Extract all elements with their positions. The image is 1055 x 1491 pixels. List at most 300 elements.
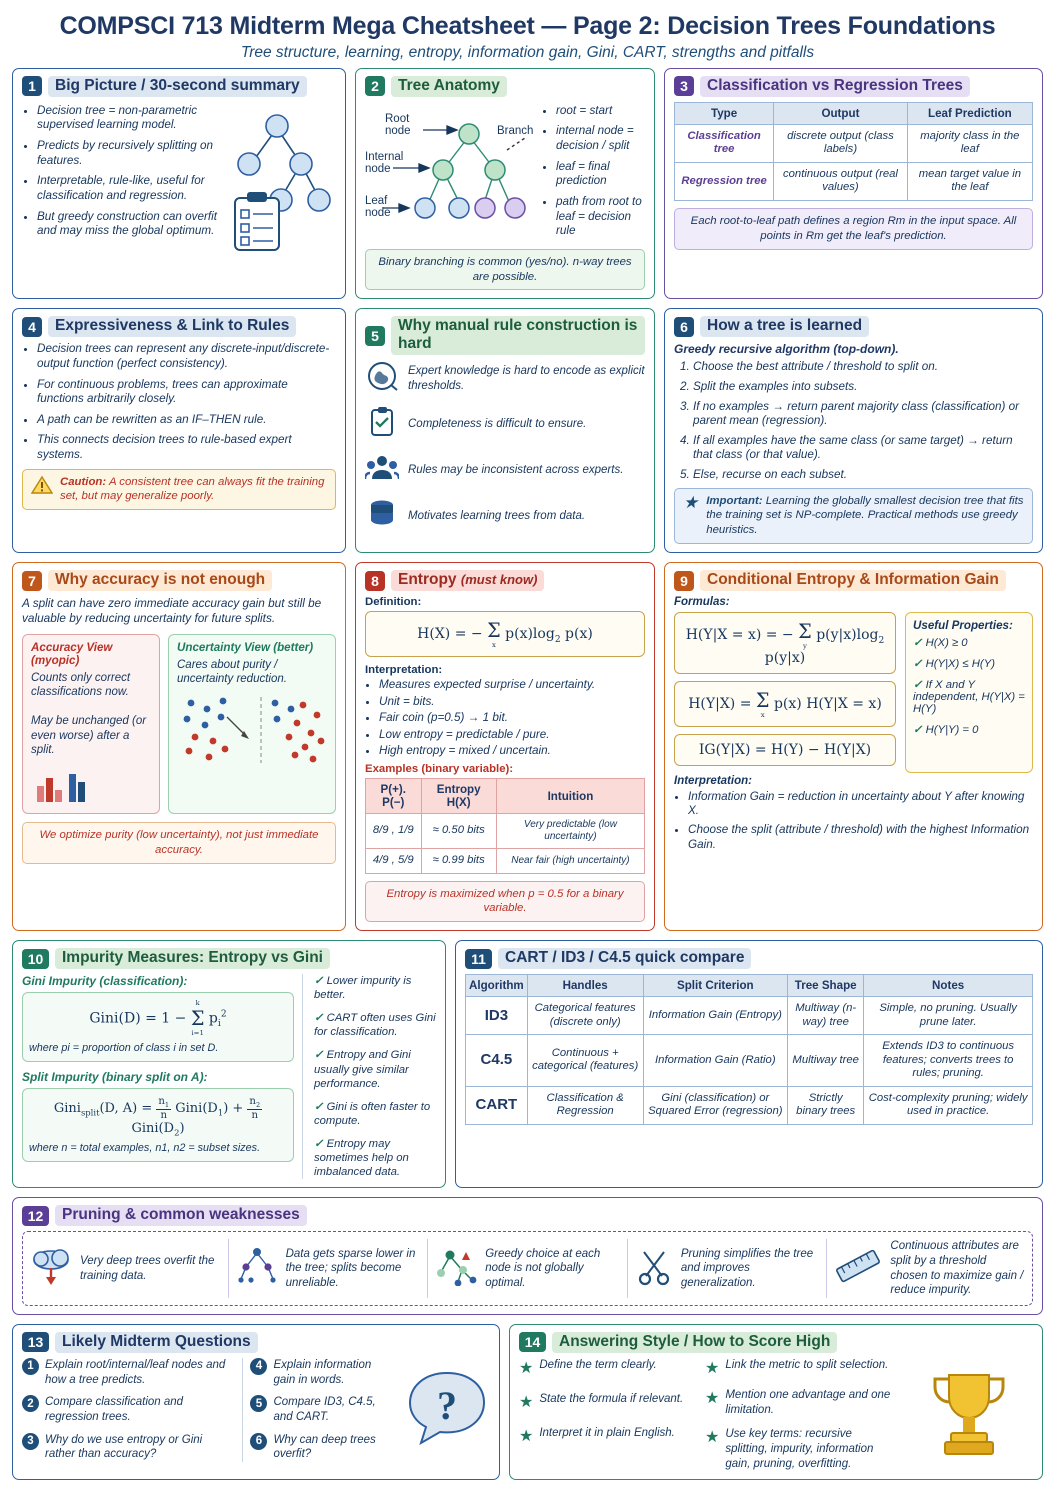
question-number: 1 <box>22 1358 39 1375</box>
section-how-tree-learned <box>664 308 1043 553</box>
item-text: Data gets sparse lower in the tree; splits become unreliable. <box>285 1247 416 1289</box>
interpretation-list <box>365 678 645 759</box>
section-header <box>22 1205 1033 1226</box>
cell: Continuous + categorical (features) <box>527 1035 643 1087</box>
row-2 <box>12 308 1043 553</box>
section-header <box>22 1332 490 1353</box>
weaknesses-strip <box>22 1231 1033 1306</box>
sparse-data-icon <box>235 1246 279 1291</box>
cell: 4/9 , 5/9 <box>366 849 422 874</box>
question-text: Explain information gain in words. <box>273 1358 372 1386</box>
list-item: • Fair coin (p=0.5) → 1 bit. <box>379 711 645 726</box>
list-item: • Decision trees can represent any discrete-input/discrete-output function (perfect consistency). <box>37 342 336 371</box>
svg-text:Branch: Branch <box>497 124 534 137</box>
section-header <box>22 76 336 97</box>
cell: Categorical features (discrete only) <box>527 997 643 1035</box>
cell: mean target value in the leaf <box>907 162 1032 200</box>
section-number: 7 <box>22 571 42 591</box>
column-header: Split Criterion <box>643 975 787 997</box>
scissors-icon <box>634 1246 674 1291</box>
interpretation-label: Interpretation: <box>674 774 752 787</box>
cell: Multiway (n-way) tree <box>788 997 864 1035</box>
card-text-2: May be unchanged (or even worse) after a split. <box>31 715 147 757</box>
list-item: • Decision tree = non-parametric supervised learning model. <box>37 104 218 133</box>
algorithm-subtitle: Greedy recursive algorithm (top-down). <box>674 342 899 357</box>
star-icon: ★ <box>705 1359 720 1377</box>
question-text: Why can deep trees overfit? <box>273 1433 376 1461</box>
list-item: 2. Split the examples into subsets. <box>693 380 1033 395</box>
check-icon: ✓ <box>913 636 923 649</box>
tip-text: Interpret it in plain English. <box>539 1426 675 1439</box>
prop-text: H(Y|Y) = 0 <box>925 723 979 736</box>
section-expressiveness <box>12 308 346 553</box>
section-number: 10 <box>22 949 49 969</box>
props-label: Useful Properties: <box>913 618 1013 632</box>
section-title: Conditional Entropy & Information Gain <box>700 570 1006 591</box>
cell: continuous output (real values) <box>774 162 908 200</box>
item-text: Completeness is difficult to ensure. <box>408 418 587 431</box>
list-item: • Interpretable, rule-like, useful for classification and regression. <box>37 174 218 203</box>
examples-label: Examples (binary variable): <box>365 763 514 775</box>
section-big-picture <box>12 68 346 299</box>
list-item: 4. If all examples have the same class (or same target) → return that class (or that value). <box>693 434 1033 463</box>
item-text: Rules may be inconsistent across experts. <box>408 464 624 477</box>
useful-properties-box <box>905 612 1033 773</box>
section-title: Pruning & common weaknesses <box>55 1205 307 1226</box>
table-row <box>366 814 645 849</box>
list-item <box>519 1358 697 1378</box>
list-item <box>628 1246 827 1291</box>
list-item <box>314 1011 436 1039</box>
accuracy-view-card <box>22 634 160 815</box>
list-item: • internal node = decision / split <box>556 124 645 153</box>
check-icon: ✓ <box>913 657 923 670</box>
information-gain-formula: IG(Y|X) = H(Y) − H(Y|X) <box>674 734 896 766</box>
question-text: Compare classification and regression trees. <box>45 1396 184 1423</box>
question-number: 3 <box>22 1433 39 1450</box>
conditional-entropy-formula-1: H(Y|X = x) = − Σ y $p(y|x)\log_2$ p(y|x) <box>674 612 896 674</box>
caution-label: Caution: <box>60 475 107 488</box>
row-6 <box>12 1324 1043 1480</box>
check-text: CART often uses Gini for classification. <box>314 1012 436 1039</box>
section-header <box>22 570 336 591</box>
tip-text: Define the term clearly. <box>539 1358 657 1371</box>
list-item <box>365 452 645 489</box>
section-header <box>365 316 645 355</box>
list-item: • For continuous problems, trees can approximate functions arbitrarily closely. <box>37 378 336 407</box>
section-header <box>365 76 645 97</box>
section-number: 13 <box>22 1332 49 1352</box>
question-number: 6 <box>250 1433 267 1450</box>
check-icon: ✓ <box>314 1100 324 1113</box>
section-number: 4 <box>22 317 42 337</box>
cell: Classification & Regression <box>527 1086 643 1124</box>
important-box <box>674 488 1033 544</box>
list-item: • Predicts by recursively splitting on features. <box>37 139 218 168</box>
list-item <box>314 1048 436 1090</box>
list-item <box>229 1246 428 1291</box>
list-item <box>827 1239 1026 1298</box>
cell: Strictly binary trees <box>788 1086 864 1124</box>
section-title: Big Picture / 30-second summary <box>48 76 307 97</box>
cell: ID3 <box>466 997 528 1035</box>
section-number: 3 <box>674 76 694 96</box>
section-impurity-measures <box>12 940 446 1188</box>
split-label: Split Impurity (binary split on A): <box>22 1069 208 1084</box>
people-icon <box>365 452 399 489</box>
section-number: 8 <box>365 571 385 591</box>
question-number: 2 <box>22 1395 39 1412</box>
list-item: • Choose the split (attribute / threshold) with the highest Information Gain. <box>688 823 1033 852</box>
list-item <box>22 1358 234 1387</box>
split-where: where n = total examples, n1, n2 = subset sizes. <box>29 1142 261 1155</box>
list-item <box>365 360 645 397</box>
section-number: 2 <box>365 76 385 96</box>
cell: ≈ 0.99 bits <box>421 849 496 874</box>
cell: C4.5 <box>466 1035 528 1087</box>
question-text: Compare ID3, C4.5, and CART. <box>273 1396 376 1423</box>
section-number: 9 <box>674 571 694 591</box>
list-item: • path from root to leaf = decision rule <box>556 195 645 239</box>
tip-text: Mention one advantage and one limitation. <box>725 1388 891 1416</box>
section-number: 11 <box>465 949 492 969</box>
list-item <box>250 1395 396 1424</box>
anatomy-legend <box>543 104 645 247</box>
check-text: Lower impurity is better. <box>314 975 412 1002</box>
section-title: Likely Midterm Questions <box>55 1332 258 1353</box>
section-number: 6 <box>674 317 694 337</box>
list-item <box>705 1358 897 1378</box>
greedy-path-icon <box>434 1246 478 1291</box>
intro-text: A split can have zero immediate accuracy gain but still be valuable by reducing uncertainty for future splits. <box>22 595 322 626</box>
list-item <box>250 1358 396 1387</box>
entropy-footer: Entropy is maximized when p = 0.5 for a binary variable. <box>365 881 645 923</box>
svg-text:?: ? <box>437 1382 457 1428</box>
section-answering-style <box>509 1324 1043 1480</box>
check-icon: ✓ <box>314 1049 324 1062</box>
column-header: Algorithm <box>466 975 528 997</box>
page-header <box>12 12 1043 62</box>
column-header: P(+). P(−) <box>366 779 422 814</box>
anatomy-note: Binary branching is common (yes/no). n-way trees are possible. <box>365 249 645 291</box>
cell: Information Gain (Entropy) <box>643 997 787 1035</box>
algorithm-steps <box>674 360 1033 482</box>
section-title <box>391 570 544 591</box>
check-text: Entropy and Gini usually give similar performance. <box>314 1049 411 1090</box>
section-title: Why accuracy is not enough <box>48 570 272 591</box>
section-header <box>674 76 1033 97</box>
column-header: Handles <box>527 975 643 997</box>
list-item <box>314 1137 436 1179</box>
section-conditional-entropy <box>664 562 1043 931</box>
entropy-examples-table <box>365 778 645 874</box>
table-row <box>366 849 645 874</box>
row-4 <box>12 940 1043 1188</box>
uncertainty-view-card <box>168 634 336 815</box>
question-text: Why do we use entropy or Gini rather than accuracy? <box>45 1433 203 1461</box>
split-formula: Gini$_{split}$(D, A) = $\frac{n_1}{n}$ $Gini(D_1)$ + $\frac{n_2}{n}$ $Gini(D_2)$ <box>53 1095 261 1138</box>
bar-chart-illustration <box>31 766 151 807</box>
column-header: Tree Shape <box>788 975 864 997</box>
item-text: Greedy choice at each node is not globally optimal. <box>485 1247 601 1289</box>
tip-text: Link the metric to split selection. <box>725 1358 889 1371</box>
cell: 8/9 , 1/9 <box>366 814 422 849</box>
list-item: 3. If no examples → return parent majority class (classification) or parent mean (regression). <box>693 400 1033 429</box>
interpretation-label: Interpretation: <box>365 663 443 676</box>
cell: CART <box>466 1086 528 1124</box>
definition-label: Definition: <box>365 595 422 608</box>
star-icon: ★ <box>519 1359 534 1377</box>
impurity-checklist <box>311 974 436 1179</box>
list-item <box>314 974 436 1002</box>
gini-label: Gini Impurity (classification): <box>22 974 188 989</box>
list-item: • Low entropy = predictable / pure. <box>379 728 645 743</box>
star-icon: ★ <box>683 492 699 512</box>
item-text: Motivates learning trees from data. <box>408 510 586 523</box>
section-entropy <box>355 562 655 931</box>
important-text: Learning the globally smallest decision tree that fits the training set is NP-complete. Practical methods use greedy heuristics. <box>706 494 1024 537</box>
list-item: • Measures expected surprise / uncertainty. <box>379 678 645 693</box>
entropy-formula: H(X) = − Σ x $p(x)\log_2$ p(x) <box>365 611 645 657</box>
star-icon: ★ <box>705 1429 720 1447</box>
gini-where: where pi = proportion of class i in set D. <box>29 1041 219 1054</box>
item-text: Pruning simplifies the tree and improves generalization. <box>680 1247 814 1289</box>
list-item <box>22 1395 234 1424</box>
section-title: Classification vs Regression Trees <box>700 76 970 97</box>
cell: discrete output (class labels) <box>774 124 908 162</box>
star-icon: ★ <box>519 1393 534 1411</box>
list-item: • Unit = bits. <box>379 695 645 710</box>
prop-text: H(X) ≥ 0 <box>925 636 968 649</box>
check-icon: ✓ <box>314 975 324 988</box>
class-vs-reg-table <box>674 102 1033 201</box>
prop-text: If X and Y independent, H(Y|X) = H(Y) <box>913 678 1025 715</box>
gini-formula-box <box>22 992 294 1062</box>
overfit-cloud-icon <box>29 1246 73 1291</box>
cell: Very predictable (low uncertainty) <box>496 814 644 849</box>
expressiveness-list <box>22 342 336 462</box>
list-item: • High entropy = mixed / uncertain. <box>379 744 645 759</box>
svg-text:node: node <box>385 124 411 137</box>
svg-text:node: node <box>365 162 391 175</box>
list-item: • This connects decision trees to rule-based expert systems. <box>37 433 336 462</box>
table-row <box>675 162 1033 200</box>
svg-text:Root: Root <box>385 112 410 125</box>
item-text: Very deep trees overfit the training data. <box>80 1254 215 1282</box>
section-title: Tree Anatomy <box>391 76 507 97</box>
column-header: Intuition <box>496 779 644 814</box>
big-picture-list <box>22 104 218 256</box>
section-header <box>22 316 336 337</box>
tip-text: State the formula if relevant. <box>539 1392 684 1405</box>
divider <box>242 1358 243 1462</box>
star-icon: ★ <box>705 1389 720 1407</box>
section-tree-anatomy <box>355 68 655 299</box>
ig-interpretation-list <box>674 790 1033 853</box>
warning-icon <box>31 475 53 500</box>
section-number: 5 <box>365 326 385 346</box>
list-item <box>913 657 1025 670</box>
page-title: COMPSCI 713 Midterm Mega Cheatsheet — Page 2: Decision Trees Foundations <box>59 12 996 40</box>
check-icon: ✓ <box>913 723 923 736</box>
title-text: Entropy <box>398 571 457 589</box>
conditional-entropy-formula-2: H(Y|X) = Σ x p(x) H(Y|X = x) <box>674 681 896 727</box>
formulas-label: Formulas: <box>674 595 730 608</box>
section-header <box>22 948 436 969</box>
star-icon: ★ <box>519 1427 534 1445</box>
list-item <box>913 678 1025 715</box>
column-header: Entropy H(X) <box>421 779 496 814</box>
gini-formula: Gini(D) = 1 − k Σ i=1 $p_i^2$ <box>89 999 227 1037</box>
purity-footer: We optimize purity (low uncertainty), not just immediate accuracy. <box>22 822 336 864</box>
item-text: Expert knowledge is hard to encode as explicit thresholds. <box>408 364 645 392</box>
list-item: 1. Choose the best attribute / threshold to split on. <box>693 360 1033 375</box>
table-header-row <box>675 102 1033 124</box>
question-number: 4 <box>250 1358 267 1375</box>
card-title: Uncertainty View (better) <box>177 640 314 654</box>
table-row <box>675 124 1033 162</box>
cell: Cost-complexity pruning; widely used in practice. <box>864 1086 1033 1124</box>
section-title: Impurity Measures: Entropy vs Gini <box>55 948 330 969</box>
list-item <box>519 1426 697 1446</box>
section-pruning-weaknesses <box>12 1197 1043 1315</box>
section-header <box>674 570 1033 591</box>
table-row <box>466 1086 1033 1124</box>
svg-text:node: node <box>365 206 391 219</box>
cell: Simple, no pruning. Usually prune later. <box>864 997 1033 1035</box>
check-icon: ✓ <box>314 1012 324 1025</box>
table-header-row <box>366 779 645 814</box>
list-item: • root = start <box>556 104 645 119</box>
divider <box>302 974 303 1179</box>
column-header: Notes <box>864 975 1033 997</box>
cell: Regression tree <box>675 162 774 200</box>
section-title: Why manual rule construction is hard <box>391 316 645 355</box>
check-icon: ✓ <box>913 678 923 691</box>
tip-text: Use key terms: recursive splitting, impurity, information gain, pruning, overfitting. <box>725 1428 874 1470</box>
list-item <box>250 1433 396 1462</box>
cell: Multiway tree <box>788 1035 864 1087</box>
trophy-icon <box>905 1358 1033 1472</box>
question-text: Explain root/internal/leaf nodes and how a tree predicts. <box>45 1358 226 1386</box>
section-title: How a tree is learned <box>700 316 869 337</box>
ruler-icon <box>833 1246 883 1291</box>
important-label: Important: <box>706 494 763 507</box>
table-header-row <box>466 975 1033 997</box>
list-item <box>428 1246 627 1291</box>
purity-scatter-illustration <box>177 693 327 772</box>
answer-tips-right <box>705 1358 897 1472</box>
svg-text:Leaf: Leaf <box>365 194 388 207</box>
caution-text: A consistent tree can always fit the training set, but may generalize poorly. <box>60 475 325 503</box>
list-item: 5. Else, recurse on each subset. <box>693 468 1033 483</box>
anatomy-diagram <box>365 102 543 247</box>
caution-box <box>22 469 336 511</box>
card-text: Counts only correct classifications now. <box>31 671 131 699</box>
item-text: Continuous attributes are split by a threshold chosen to maximize gain / reduce impurity. <box>890 1240 1024 1297</box>
cell: majority class in the leaf <box>907 124 1032 162</box>
questions-right <box>250 1358 396 1462</box>
list-item <box>913 636 1025 649</box>
list-item <box>29 1246 228 1291</box>
list-item <box>519 1392 697 1412</box>
list-item: • Information Gain = reduction in uncertainty about Y after knowing X. <box>688 790 1033 819</box>
section-classification-vs-regression <box>664 68 1043 299</box>
cell: Extends ID3 to continuous features; converts trees to rules; pruning. <box>864 1035 1033 1087</box>
section-header <box>674 316 1033 337</box>
section-algorithm-compare <box>455 940 1043 1188</box>
list-item <box>314 1100 436 1128</box>
list-item <box>22 1433 234 1462</box>
list-item: • But greedy construction can overfit and may miss the global optimum. <box>37 210 218 239</box>
column-header: Leaf Prediction <box>907 102 1032 124</box>
cell: Near fair (high uncertainty) <box>496 849 644 874</box>
column-header: Output <box>774 102 908 124</box>
check-icon: ✓ <box>314 1138 324 1150</box>
database-icon <box>365 498 399 535</box>
list-item <box>913 723 1025 736</box>
check-text: Entropy may sometimes help on imbalanced data. <box>314 1138 409 1179</box>
section-manual-rules <box>355 308 655 553</box>
clipboard-check-icon <box>365 406 399 443</box>
list-item: • leaf = final prediction <box>556 160 645 189</box>
list-item <box>365 406 645 443</box>
list-item <box>705 1388 897 1417</box>
list-item: • A path can be rewritten as an IF–THEN rule. <box>37 413 336 428</box>
section-accuracy-not-enough <box>12 562 346 931</box>
table-row <box>466 1035 1033 1087</box>
check-text: Gini is often faster to compute. <box>314 1100 431 1127</box>
list-item <box>365 498 645 535</box>
question-number: 5 <box>250 1395 267 1412</box>
card-text: Cares about purity / uncertainty reduction. <box>177 658 287 686</box>
cell: ≈ 0.50 bits <box>421 814 496 849</box>
section-likely-questions <box>12 1324 500 1480</box>
tree-clipboard-illustration <box>218 102 336 256</box>
section-title: Answering Style / How to Score High <box>552 1332 837 1353</box>
section-number: 1 <box>22 76 42 96</box>
algorithm-compare-table <box>465 974 1033 1125</box>
cell: Gini (classification) or Squared Error (regression) <box>643 1086 787 1124</box>
section-header <box>465 948 1033 969</box>
title-suffix: (must know) <box>460 572 538 588</box>
row-3 <box>12 562 1043 931</box>
questions-left <box>22 1358 234 1462</box>
section-header <box>365 570 645 591</box>
card-title: Accuracy View (myopic) <box>31 640 113 667</box>
svg-text:Internal: Internal <box>365 150 404 163</box>
brain-icon <box>365 360 399 397</box>
section-title: CART / ID3 / C4.5 quick compare <box>498 948 751 969</box>
answer-tips-left <box>519 1358 697 1472</box>
column-header: Type <box>675 102 774 124</box>
section-number: 14 <box>519 1332 546 1352</box>
question-bubble-icon <box>404 1358 490 1462</box>
prop-text: H(Y|X) ≤ H(Y) <box>925 657 995 670</box>
section-title: Expressiveness & Link to Rules <box>48 316 296 337</box>
section-header <box>519 1332 1033 1353</box>
split-impurity-box <box>22 1088 294 1163</box>
row-5 <box>12 1197 1043 1315</box>
row-1 <box>12 68 1043 299</box>
cell: Information Gain (Ratio) <box>643 1035 787 1087</box>
section-number: 12 <box>22 1206 49 1226</box>
region-note: Each root-to-leaf path defines a region Rm in the input space. All points in Rm get the leaf's prediction. <box>674 208 1033 250</box>
page-subtitle: Tree structure, learning, entropy, information gain, Gini, CART, strengths and pitfalls <box>240 44 815 61</box>
table-row <box>466 997 1033 1035</box>
list-item <box>705 1427 897 1471</box>
cell: Classification tree <box>675 124 774 162</box>
